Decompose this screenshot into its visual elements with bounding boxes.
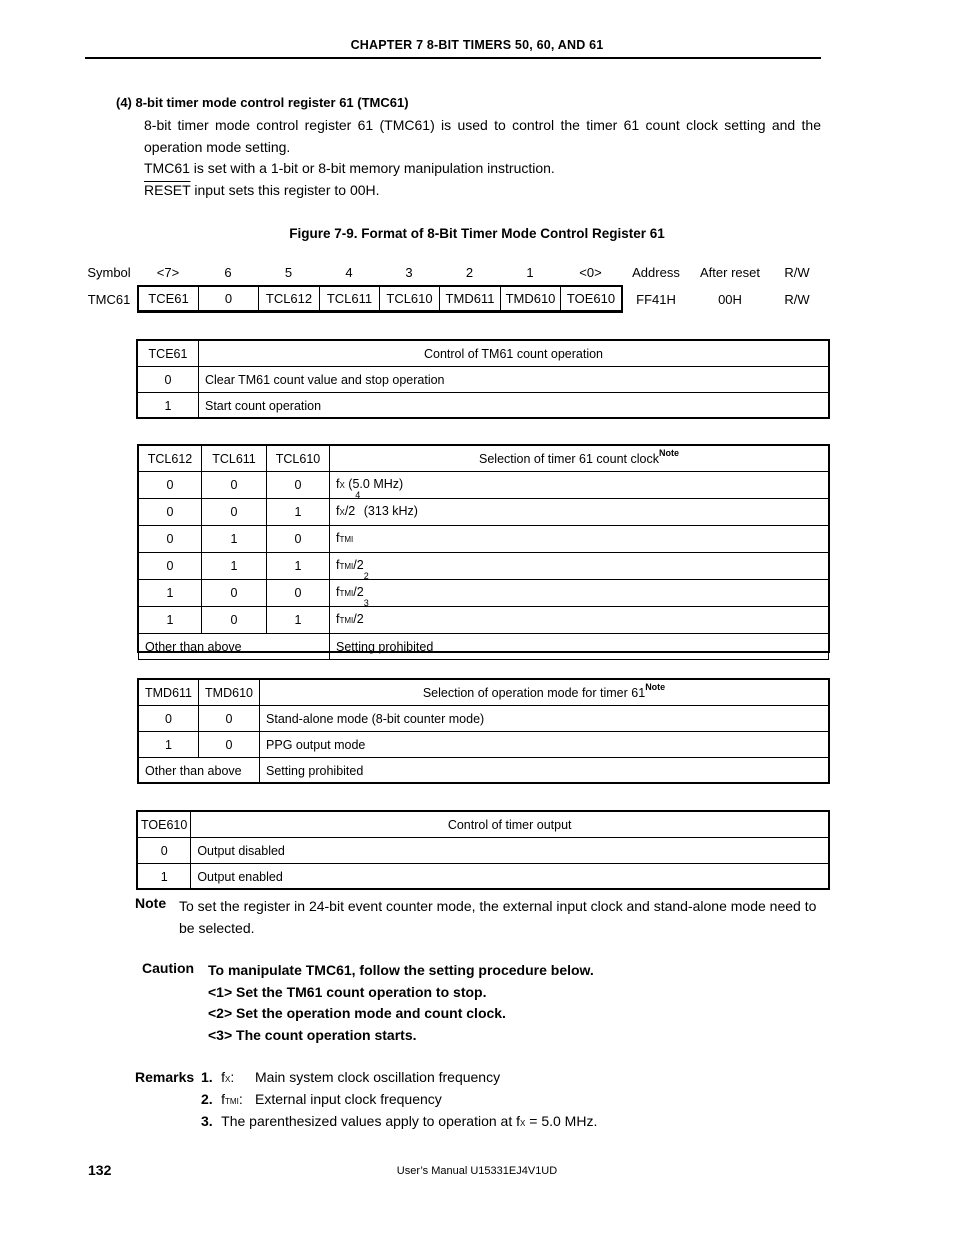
reg-rw: R/W xyxy=(784,292,810,307)
tmd-heading-text: Selection of operation mode for timer 61 xyxy=(422,685,646,700)
clock-symbol: f xyxy=(336,585,340,599)
tmd-bit: 0 xyxy=(199,732,260,758)
reg-bit6-cell: 0 xyxy=(198,286,259,311)
reg-header-bit3: 3 xyxy=(405,265,413,280)
tmd611-col-header: TMD611 xyxy=(139,680,199,706)
tce61-heading: Control of TM61 count operation xyxy=(199,341,829,367)
reg-bit1-cell: TMD610 xyxy=(500,286,561,311)
clock-rest: /2 xyxy=(353,585,364,599)
tmd-table xyxy=(138,679,829,784)
table-row xyxy=(139,706,829,732)
tmd-bit: 0 xyxy=(139,706,199,732)
tcl-bit: 0 xyxy=(139,499,202,526)
table-row xyxy=(139,580,829,607)
clock-symbol: f xyxy=(336,477,340,491)
table-row xyxy=(139,526,829,553)
toe610-value-0: 0 xyxy=(138,838,191,864)
reg-bit0-cell: TOE610 xyxy=(560,286,622,311)
reg-header-rw: R/W xyxy=(784,265,810,280)
tcl612-col-header: TCL612 xyxy=(139,446,202,472)
header-rule xyxy=(85,57,821,59)
remark-number: 1. xyxy=(201,1069,213,1085)
remark-symbol-sub: X xyxy=(520,1119,526,1128)
clock-rest: /2 xyxy=(353,612,364,626)
note-text: To set the register in 24-bit event counter mode, the external input clock and stand-alone mode need to be selected. xyxy=(179,898,817,936)
reset-paragraph-text: input sets this register to 00H. xyxy=(190,182,380,198)
table-row xyxy=(138,812,829,838)
tcl-heading-text: Selection of timer 61 count clock xyxy=(479,451,659,466)
table-row xyxy=(139,499,829,526)
clock-subscript: TMI xyxy=(339,562,354,571)
reg-symbol: TMC61 xyxy=(87,292,131,307)
tcl-bit: 1 xyxy=(139,607,202,634)
tcl-bit: 0 xyxy=(267,472,330,499)
manual-footer: User’s Manual U15331EJ4V1UD xyxy=(396,1165,558,1177)
reg-bit4-cell: TCL611 xyxy=(319,286,380,311)
caution-line: <3> The count operation starts. xyxy=(208,1027,417,1044)
tmd-heading xyxy=(260,680,829,706)
reg-bit3-cell: TCL610 xyxy=(379,286,440,311)
remark-text-2: External input clock frequency xyxy=(255,1091,442,1107)
reg-header-symbol: Symbol xyxy=(87,265,131,280)
tmd-bit: 0 xyxy=(199,706,260,732)
tmd-other-label: Other than above xyxy=(139,758,260,784)
table-row xyxy=(139,634,829,660)
toe610-desc-1: Output enabled xyxy=(191,864,829,890)
toe610-value-1: 1 xyxy=(138,864,191,890)
reg-bit5-cell: TCL612 xyxy=(258,286,320,311)
clock-subscript: X xyxy=(339,508,345,517)
caution-line: <1> Set the TM61 count operation to stop. xyxy=(208,983,487,1000)
table-row xyxy=(138,341,829,367)
reg-bit2-cell: TMD611 xyxy=(439,286,501,311)
register-bit-row xyxy=(138,286,622,312)
tcl-bit: 1 xyxy=(267,553,330,580)
remark-item-1 xyxy=(201,1069,234,1087)
reg-bit7-cell: TCE61 xyxy=(138,286,199,311)
table-row xyxy=(139,446,829,472)
caution-line: <2> Set the operation mode and count clock. xyxy=(208,1005,506,1022)
tcl-table xyxy=(138,445,829,660)
remark-text-post: = 5.0 MHz. xyxy=(525,1113,598,1129)
clock-symbol: f xyxy=(336,531,340,545)
tce61-table xyxy=(137,340,829,419)
section-title: (4) 8-bit timer mode control register 61 (TMC61) xyxy=(116,95,409,110)
figure-title: Figure 7-9. Format of 8-Bit Timer Mode Control Register 61 xyxy=(289,226,665,241)
reg-header-bit6: 6 xyxy=(224,265,232,280)
clock-subscript: TMI xyxy=(339,616,354,625)
reg-header-address: Address xyxy=(632,265,680,280)
table-row xyxy=(138,864,829,890)
tcl-clock-desc xyxy=(330,490,829,526)
reg-header-after-reset: After reset xyxy=(700,265,760,280)
tcl-clock-desc xyxy=(330,553,829,580)
clock-tail: (313 kHz) xyxy=(360,504,418,518)
clock-subscript: X xyxy=(339,481,345,490)
tcl-bit: 1 xyxy=(202,526,267,553)
page-number: 132 xyxy=(88,1162,112,1178)
tce61-desc-0: Clear TM61 count value and stop operation xyxy=(199,367,829,393)
caution-line: To manipulate TMC61, follow the setting procedure below. xyxy=(208,962,594,978)
tmd-note-mark: Note xyxy=(645,681,666,692)
clock-rest: (5.0 MHz) xyxy=(344,477,404,491)
tmd-bit: 1 xyxy=(139,732,199,758)
tce61-value-1: 1 xyxy=(138,393,199,419)
tcl-heading xyxy=(330,446,829,472)
caution-text xyxy=(208,960,594,1047)
clock-symbol: f xyxy=(336,558,340,572)
table-row xyxy=(139,553,829,580)
tcl-other-label: Other than above xyxy=(139,634,330,660)
table-row xyxy=(139,758,829,784)
remark-symbol xyxy=(221,1069,234,1085)
tcl-bit: 1 xyxy=(267,607,330,634)
clock-symbol: f xyxy=(336,612,340,626)
remark-item-3 xyxy=(201,1113,597,1131)
tcl-clock-desc xyxy=(330,571,829,607)
tcl-bit: 0 xyxy=(139,553,202,580)
remark-symbol-sub: TMI xyxy=(225,1097,239,1106)
remarks-label: Remarks xyxy=(135,1069,195,1085)
tcl-bit: 0 xyxy=(202,499,267,526)
toe610-desc-0: Output disabled xyxy=(191,838,829,864)
reset-signal-name: RESET xyxy=(144,182,191,198)
intro-paragraph: 8-bit timer mode control register 61 (TMC61) is used to control the timer 61 count clock setting and the operation mode setting. xyxy=(144,117,821,155)
tcl-clock-desc xyxy=(330,526,829,553)
reset-paragraph xyxy=(144,179,821,201)
remark-number: 3. xyxy=(201,1113,213,1129)
remark-colon: : xyxy=(230,1069,235,1085)
tmd-mode-desc: PPG output mode xyxy=(260,732,829,758)
remark-colon: : xyxy=(238,1091,243,1107)
tcl-bit: 1 xyxy=(139,580,202,607)
tcl-bit: 0 xyxy=(139,472,202,499)
tcl-bit: 1 xyxy=(202,553,267,580)
clock-exponent: 2 xyxy=(363,571,369,581)
toe610-table xyxy=(137,811,829,890)
tcl-bit: 0 xyxy=(202,607,267,634)
tmd610-col-header: TMD610 xyxy=(199,680,260,706)
clock-exponent: 4 xyxy=(355,490,361,500)
remark-symbol-f: f xyxy=(221,1091,226,1107)
table-row xyxy=(139,680,829,706)
toe610-heading: Control of timer output xyxy=(191,812,829,838)
tcl-bit: 0 xyxy=(267,526,330,553)
toe610-col-header: TOE610 xyxy=(138,812,191,838)
table-row xyxy=(139,607,829,634)
remark-symbol-sub: X xyxy=(225,1075,231,1084)
clock-exponent: 3 xyxy=(363,598,369,608)
reg-after-reset: 00H xyxy=(718,292,742,307)
remark-symbol xyxy=(221,1091,243,1107)
reg-header-bit0: <0> xyxy=(579,265,602,280)
tcl610-col-header: TCL610 xyxy=(267,446,330,472)
table-row xyxy=(139,732,829,758)
note-label: Note xyxy=(135,895,167,911)
remark-text-1: Main system clock oscillation frequency xyxy=(255,1069,501,1085)
tmd-other-desc: Setting prohibited xyxy=(260,758,829,784)
table-row xyxy=(138,393,829,419)
tcl-clock-desc xyxy=(330,472,829,499)
caution-label: Caution xyxy=(142,960,195,976)
clock-subscript: TMI xyxy=(339,589,354,598)
remark-number: 2. xyxy=(201,1091,213,1107)
table-row xyxy=(138,367,829,393)
tce61-col-header: TCE61 xyxy=(138,341,199,367)
clock-subscript: TMI xyxy=(339,535,354,544)
remark-text-pre: The parenthesized values apply to operation at f xyxy=(221,1113,521,1129)
tce61-value-0: 0 xyxy=(138,367,199,393)
tcl611-col-header: TCL611 xyxy=(202,446,267,472)
remark-item-2 xyxy=(201,1091,243,1109)
tcl-bit: 0 xyxy=(139,526,202,553)
tcl-other-desc: Setting prohibited xyxy=(330,634,829,660)
tcl-bit: 1 xyxy=(267,499,330,526)
reg-header-bit5: 5 xyxy=(284,265,293,280)
tcl-bit: 0 xyxy=(267,580,330,607)
reg-header-bit1: 1 xyxy=(526,265,534,280)
reg-address: FF41H xyxy=(636,292,676,307)
manipulation-paragraph: TMC61 is set with a 1-bit or 8-bit memory manipulation instruction. xyxy=(144,160,555,176)
tcl-note-mark: Note xyxy=(658,447,679,458)
clock-rest: /2 xyxy=(353,558,364,572)
tmd-mode-desc: Stand-alone mode (8-bit counter mode) xyxy=(260,706,829,732)
tcl-bit: 0 xyxy=(202,472,267,499)
clock-symbol: f xyxy=(336,504,340,518)
reg-header-bit2: 2 xyxy=(465,265,474,280)
reg-header-bit4: 4 xyxy=(345,265,353,280)
tcl-clock-desc xyxy=(330,598,829,634)
table-row xyxy=(139,472,829,499)
chapter-header: CHAPTER 7 8-BIT TIMERS 50, 60, AND 61 xyxy=(350,38,604,52)
tcl-bit: 0 xyxy=(202,580,267,607)
tce61-desc-1: Start count operation xyxy=(199,393,829,419)
table-row xyxy=(138,838,829,864)
clock-rest: /2 xyxy=(344,504,356,518)
remark-text-3 xyxy=(221,1113,597,1129)
remark-symbol-f: f xyxy=(221,1069,226,1085)
reg-header-bit7: <7> xyxy=(156,265,180,280)
